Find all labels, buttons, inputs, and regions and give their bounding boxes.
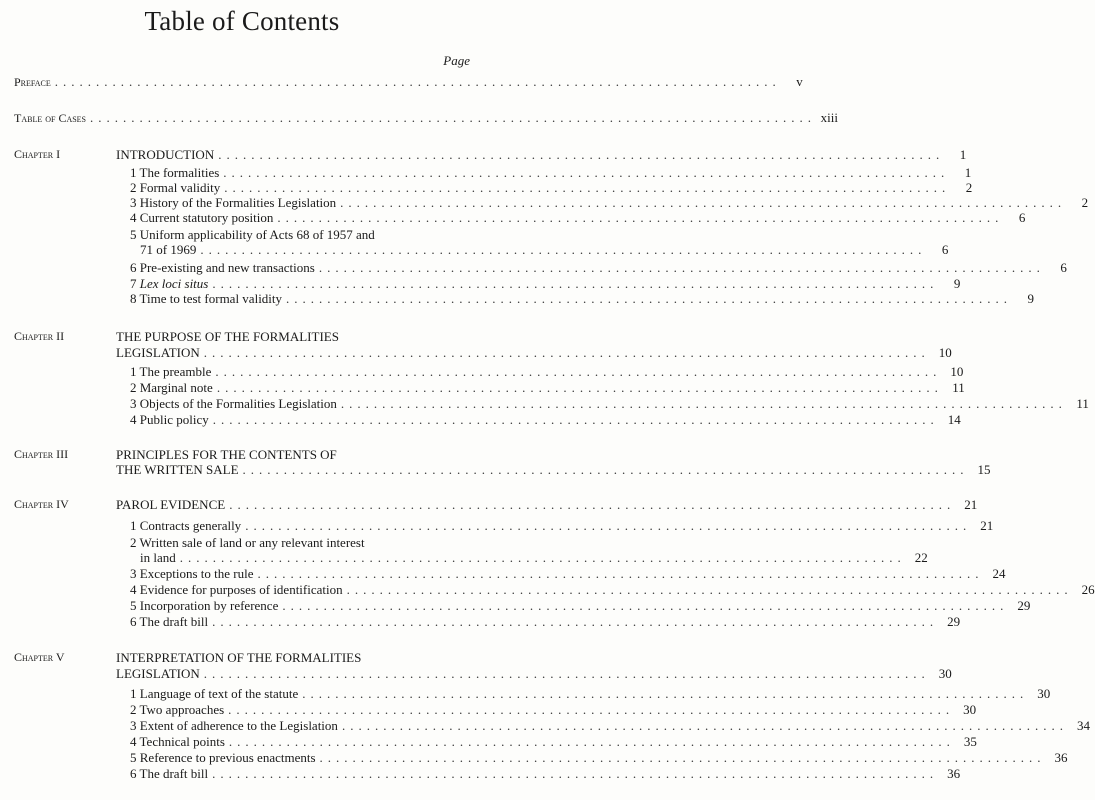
chapter-title-line-1: PRINCIPLES FOR THE CONTENTS OF <box>116 447 337 462</box>
leader-dots: ........................................................................................ <box>90 110 817 125</box>
chapter-label: Chapter I <box>14 147 61 161</box>
leader-dots: ........................................................................................ <box>228 734 955 749</box>
leader-dots: ........................................................................................ <box>286 291 1013 306</box>
leader-dots: ........................................................................................ <box>200 242 927 257</box>
entry-page: 26 <box>1081 582 1095 597</box>
section-entry[interactable] <box>130 566 1006 581</box>
entry-page: 2 <box>965 180 973 195</box>
chapter-title-entry[interactable] <box>116 666 952 681</box>
section-entry[interactable] <box>130 702 977 717</box>
chapter-title-line-2: LEGISLATION <box>116 345 200 360</box>
leader-dots: ........................................................................................ <box>203 666 930 681</box>
section-number: 6 <box>130 766 137 781</box>
section-title: Exceptions to the rule <box>139 566 254 581</box>
entry-page: 2 <box>1081 195 1089 210</box>
entry-page: 11 <box>952 380 965 395</box>
section-title: The draft bill <box>139 766 209 781</box>
entry-label: Table of Cases <box>14 111 87 125</box>
entry-page: 35 <box>963 734 977 749</box>
section-number: 4 <box>130 210 137 225</box>
section-title: Extent of adherence to the Legislation <box>139 718 338 733</box>
section-entry[interactable] <box>130 750 1068 765</box>
leader-dots: ........................................................................................ <box>319 750 1046 765</box>
entry-page: 15 <box>977 462 991 477</box>
section-title-line-2: in land <box>140 550 176 565</box>
entry-page: 30 <box>938 666 952 681</box>
leader-dots: ........................................................................................ <box>203 345 930 360</box>
section-entry[interactable] <box>130 518 994 533</box>
chapter-label: Chapter IV <box>14 497 69 511</box>
section-entry[interactable] <box>130 412 961 427</box>
entry-page: 10 <box>938 345 952 360</box>
section-number: 5 <box>130 227 137 242</box>
section-number: 4 <box>130 582 137 597</box>
section-entry[interactable] <box>130 686 1051 701</box>
section-title: Formal validity <box>139 180 221 195</box>
entry-page: 21 <box>964 497 978 512</box>
section-number: 1 <box>130 165 137 180</box>
page-title: Table of Contents <box>144 6 340 36</box>
leader-dots: ........................................................................................ <box>318 260 1045 275</box>
section-title: Evidence for purposes of identification <box>139 582 343 597</box>
section-number: 7 <box>130 276 137 291</box>
section-number: 3 <box>130 718 137 733</box>
section-title: Incorporation by reference <box>139 598 279 613</box>
leader-dots: ........................................................................................ <box>54 74 781 89</box>
section-number: 1 <box>130 686 137 701</box>
section-title: Language of text of the statute <box>139 686 299 701</box>
entry-page: 30 <box>1037 686 1051 701</box>
section-number: 3 <box>130 396 137 411</box>
chapter-title: INTRODUCTION <box>116 147 215 162</box>
section-title: Current statutory position <box>139 210 274 225</box>
section-entry[interactable] <box>130 165 972 180</box>
leader-dots: ........................................................................................ <box>216 380 943 395</box>
entry-page: 21 <box>980 518 994 533</box>
chapter-label: Chapter III <box>14 447 69 461</box>
section-title: The preamble <box>139 364 212 379</box>
section-number: 2 <box>130 180 137 195</box>
entry-page: 9 <box>1027 291 1035 306</box>
section-entry-wrapped[interactable] <box>130 227 375 242</box>
toc-entry-table-of-cases[interactable] <box>14 110 839 126</box>
section-number: 2 <box>130 702 137 717</box>
section-title: History of the Formalities Legislation <box>139 195 337 210</box>
leader-dots: ........................................................................................ <box>228 702 955 717</box>
entry-page: 30 <box>963 702 977 717</box>
entry-page: 36 <box>1054 750 1068 765</box>
section-number: 4 <box>130 412 137 427</box>
entry-page: 11 <box>1076 396 1089 411</box>
section-entry[interactable] <box>130 718 1090 733</box>
section-entry[interactable] <box>130 766 961 781</box>
section-title: Lex loci situs <box>139 276 209 291</box>
leader-dots: ........................................................................................ <box>224 180 951 195</box>
entry-label: Preface <box>14 75 51 89</box>
chapter-label: Chapter II <box>14 329 65 343</box>
leader-dots: ........................................................................................ <box>346 582 1073 597</box>
leader-dots: ........................................................................................ <box>242 462 969 477</box>
section-title-line-1: Uniform applicability of Acts 68 of 1957 and <box>139 227 375 242</box>
section-title-line-1: Written sale of land or any relevant interest <box>139 535 365 550</box>
entry-page: 22 <box>914 550 928 565</box>
section-title: Two approaches <box>139 702 225 717</box>
entry-page: xiii <box>820 110 839 125</box>
section-entry[interactable] <box>130 582 1095 597</box>
section-entry[interactable] <box>130 364 964 379</box>
leader-dots: ........................................................................................ <box>212 412 939 427</box>
section-entry[interactable] <box>130 734 977 749</box>
section-title: Time to test formal validity <box>139 291 283 306</box>
section-number: 3 <box>130 195 137 210</box>
chapter-title-line-2: THE WRITTEN SALE <box>116 462 239 477</box>
section-entry[interactable] <box>130 210 1026 225</box>
entry-page: 1 <box>964 165 972 180</box>
chapter-title-line-1: THE PURPOSE OF THE FORMALITIES <box>116 329 339 344</box>
section-entry[interactable] <box>130 396 1089 411</box>
section-title: Contracts generally <box>139 518 242 533</box>
leader-dots: ........................................................................................ <box>229 497 956 512</box>
entry-page: 6 <box>941 242 949 257</box>
section-number: 2 <box>130 380 137 395</box>
leader-dots: ........................................................................................ <box>341 718 1068 733</box>
section-entry-continued[interactable] <box>140 550 928 565</box>
leader-dots: ........................................................................................ <box>212 276 939 291</box>
section-entry[interactable] <box>130 291 1035 306</box>
chapter-title-line-1: INTERPRETATION OF THE FORMALITIES <box>116 650 362 665</box>
leader-dots: ........................................................................................ <box>245 518 972 533</box>
entry-page: 29 <box>1017 598 1031 613</box>
section-number: 2 <box>130 535 137 550</box>
section-number: 4 <box>130 734 137 749</box>
leader-dots: ........................................................................................ <box>215 364 942 379</box>
section-entry[interactable] <box>130 598 1031 613</box>
section-number: 6 <box>130 614 137 629</box>
section-title: Technical points <box>139 734 225 749</box>
section-title: The draft bill <box>139 614 209 629</box>
leader-dots: ........................................................................................ <box>218 147 945 162</box>
entry-page: 6 <box>1060 260 1067 275</box>
leader-dots: ........................................................................................ <box>212 766 939 781</box>
section-entry[interactable] <box>130 614 961 629</box>
entry-page: 36 <box>947 766 961 781</box>
chapter-title-entry[interactable] <box>116 462 991 477</box>
section-entry[interactable] <box>130 195 1089 210</box>
entry-page: 24 <box>992 566 1006 581</box>
section-title-line-2: 71 of 1969 <box>140 242 197 257</box>
chapter-title-line-2: LEGISLATION <box>116 666 200 681</box>
chapter-title: PAROL EVIDENCE <box>116 497 226 512</box>
section-number: 6 <box>130 260 137 275</box>
leader-dots: ........................................................................................ <box>277 210 1004 225</box>
section-title: Reference to previous enactments <box>139 750 316 765</box>
entry-page: 14 <box>947 412 961 427</box>
section-entry[interactable] <box>130 180 973 195</box>
leader-dots: ........................................................................................ <box>340 396 1067 411</box>
entry-page: 10 <box>950 364 964 379</box>
chapter-label: Chapter V <box>14 650 65 664</box>
leader-dots: ........................................................................................ <box>223 165 950 180</box>
section-entry[interactable] <box>130 276 961 291</box>
section-entry[interactable] <box>130 260 1067 275</box>
section-title: Marginal note <box>139 380 213 395</box>
leader-dots: ........................................................................................ <box>340 195 1067 210</box>
section-number: 8 <box>130 291 137 306</box>
section-number: 5 <box>130 750 137 765</box>
entry-page: v <box>796 74 803 89</box>
section-title: Pre-existing and new transactions <box>139 260 315 275</box>
section-number: 1 <box>130 518 137 533</box>
section-number: 5 <box>130 598 137 613</box>
chapter-title-entry[interactable] <box>116 345 952 360</box>
section-title: The formalities <box>139 165 220 180</box>
section-entry-continued[interactable] <box>140 242 949 257</box>
chapter-title-entry[interactable] <box>116 147 967 162</box>
toc-entry-preface[interactable] <box>14 74 803 90</box>
section-entry[interactable] <box>130 380 965 395</box>
leader-dots: ........................................................................................ <box>302 686 1029 701</box>
section-entry-wrapped[interactable] <box>130 535 365 550</box>
leader-dots: ........................................................................................ <box>212 614 939 629</box>
entry-page: 29 <box>947 614 961 629</box>
section-title: Objects of the Formalities Legislation <box>139 396 337 411</box>
section-number: 1 <box>130 364 137 379</box>
entry-page: 9 <box>953 276 961 291</box>
section-title: Public policy <box>139 412 209 427</box>
leader-dots: ........................................................................................ <box>179 550 906 565</box>
entry-page: 6 <box>1018 210 1026 225</box>
page-column-header: Page <box>443 53 470 68</box>
entry-page: 34 <box>1076 718 1090 733</box>
chapter-title-entry[interactable] <box>116 497 978 512</box>
entry-page: 1 <box>959 147 967 162</box>
section-number: 3 <box>130 566 137 581</box>
leader-dots: ........................................................................................ <box>282 598 1009 613</box>
leader-dots: ........................................................................................ <box>257 566 984 581</box>
